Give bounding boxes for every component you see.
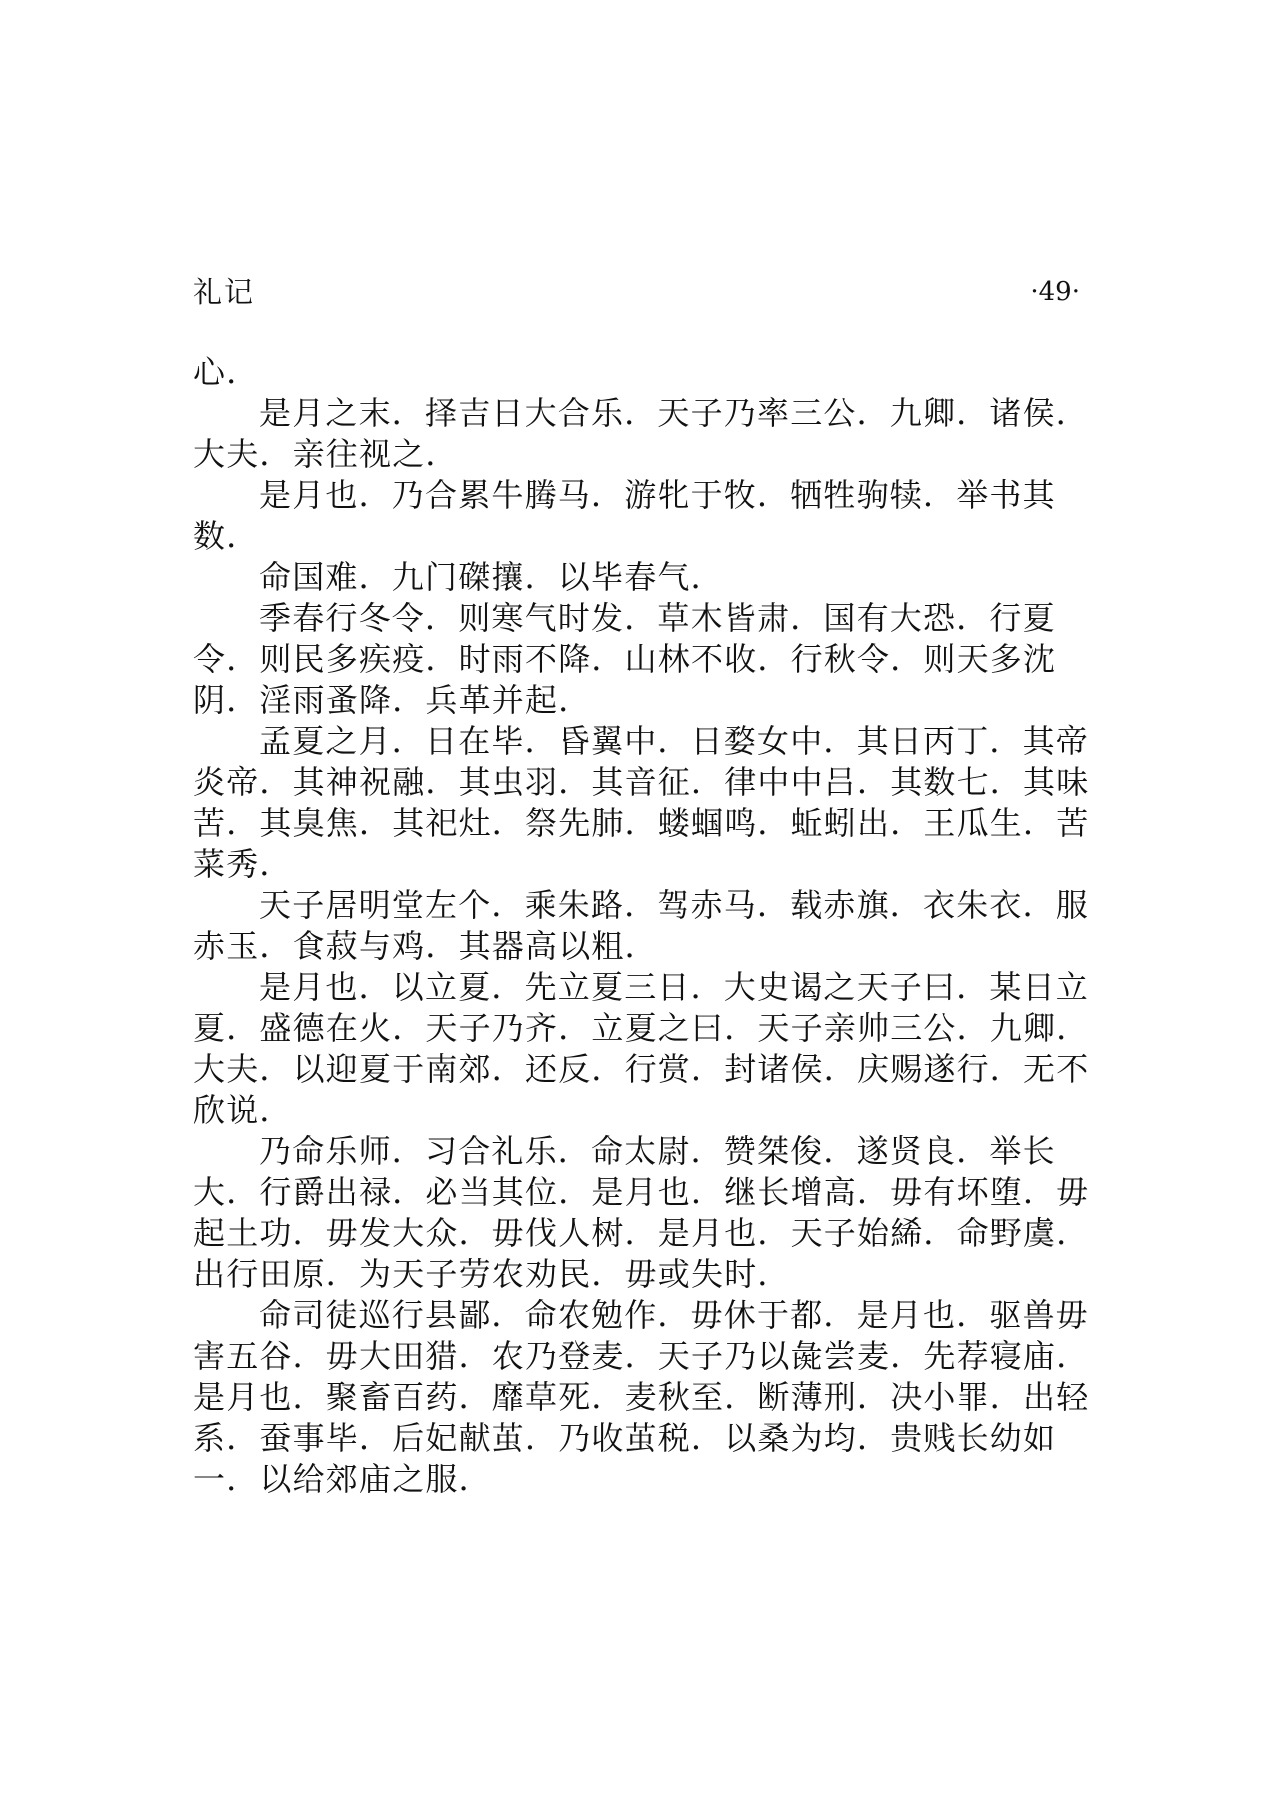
paragraph-continuation: 心． <box>193 353 260 391</box>
page-header <box>193 272 1080 312</box>
paragraph: 季春行冬令．则寒气时发．草木皆肃．国有大恐．行夏令．则民多疾疫．时雨不降．山林不收．行秋令．则天多沈阴．淫雨蚤降．兵革并起． <box>193 599 1057 719</box>
paragraph: 天子居明堂左个．乘朱路．驾赤马．载赤旗．衣朱衣．服赤玉．食菽与鸡．其器高以粗． <box>193 886 1090 965</box>
running-title: 礼记 <box>193 275 256 309</box>
page-number: ·49· <box>1030 277 1080 307</box>
page-body <box>193 352 1093 1500</box>
paragraph: 是月之末．择吉日大合乐．天子乃率三公．九卿．诸侯．大夫．亲往视之． <box>193 394 1090 473</box>
paragraph: 孟夏之月．日在毕．昏翼中．日婺女中．其日丙丁．其帝炎帝．其神祝融．其虫羽．其音征．律中中吕．其数七．其味苦．其臭焦．其祀灶．祭先肺．蝼蝈鸣．蚯蚓出．王瓜生．苦菜秀． <box>193 722 1090 883</box>
paragraph: 命国难．九门磔攘．以毕春气． <box>259 558 724 596</box>
paragraph: 是月也．以立夏．先立夏三日．大史谒之天子曰．某日立夏．盛德在火．天子乃齐．立夏之曰．天子亲帅三公．九卿．大夫．以迎夏于南郊．还反．行赏．封诸侯．庆赐遂行．无不欣说． <box>193 968 1090 1129</box>
paragraph: 命司徒巡行县鄙．命农勉作．毋休于都．是月也．驱兽毋害五谷．毋大田猎．农乃登麦．天子乃以彘尝麦．先荐寝庙．是月也．聚畜百药．靡草死．麦秋至．断薄刑．决小罪．出轻系．蚕事毕．后妃献茧．乃收茧税．以桑为均．贵贱长幼如一．以给郊庙之服． <box>193 1296 1090 1498</box>
paragraph: 是月也．乃合累牛腾马．游牝于牧．牺牲驹犊．举书其数． <box>193 476 1056 555</box>
paragraph: 乃命乐师．习合礼乐．命太尉．赞桀俊．遂贤良．举长大．行爵出禄．必当其位．是月也．继长增高．毋有坏堕．毋起土功．毋发大众．毋伐人树．是月也．天子始絺．命野虞．出行田原．为天子劳农劝民．毋或失时． <box>193 1132 1090 1293</box>
